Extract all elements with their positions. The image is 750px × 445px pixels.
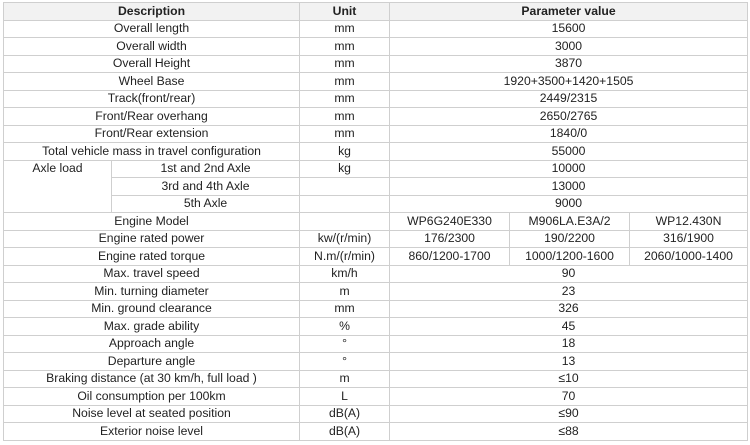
row-value: ≤88 [390, 423, 748, 441]
row-desc: Min. ground clearance [4, 300, 300, 318]
row-value: 23 [390, 283, 748, 301]
row-value: 55000 [390, 143, 748, 161]
engine-value-3: WP12.430N [630, 213, 748, 231]
row-unit: dB(A) [300, 423, 390, 441]
row-value: 3870 [390, 55, 748, 73]
row-unit: L [300, 388, 390, 406]
header-parameter-value: Parameter value [390, 3, 748, 21]
engine-value-2: M906LA.E3A/2 [510, 213, 630, 231]
row-unit: N.m/(r/min) [300, 248, 390, 266]
table-row [4, 125, 748, 143]
row-desc: Departure angle [4, 353, 300, 371]
row-desc: Total vehicle mass in travel configuration [4, 143, 300, 161]
row-unit: mm [300, 38, 390, 56]
spec-table [3, 2, 748, 441]
table-row [4, 143, 748, 161]
row-value: 13 [390, 353, 748, 371]
row-value: 70 [390, 388, 748, 406]
row-unit: mm [300, 20, 390, 38]
table-row-engine [4, 248, 748, 266]
row-desc: Overall length [4, 20, 300, 38]
engine-value-1: WP6G240E330 [390, 213, 510, 231]
row-unit: mm [300, 90, 390, 108]
row-value: 1920+3500+1420+1505 [390, 73, 748, 91]
table-row [4, 73, 748, 91]
table-row [4, 38, 748, 56]
header-unit: Unit [300, 3, 390, 21]
axle-unit: kg [300, 160, 390, 178]
row-desc: Overall width [4, 38, 300, 56]
engine-value-2: 190/2200 [510, 230, 630, 248]
axle-unit-blank [300, 195, 390, 213]
row-desc: Max. grade ability [4, 318, 300, 336]
row-value: 1840/0 [390, 125, 748, 143]
row-unit: mm [300, 73, 390, 91]
row-value: 15600 [390, 20, 748, 38]
table-row [4, 108, 748, 126]
row-unit: kw/(r/min) [300, 230, 390, 248]
row-desc: Approach angle [4, 335, 300, 353]
row-unit: mm [300, 125, 390, 143]
engine-value-1: 176/2300 [390, 230, 510, 248]
table-row-axle [4, 178, 748, 196]
table-row [4, 388, 748, 406]
table-row-axle [4, 160, 748, 178]
table-row [4, 370, 748, 388]
row-desc: Engine rated torque [4, 248, 300, 266]
axle-unit-blank [300, 178, 390, 196]
row-unit: mm [300, 108, 390, 126]
engine-value-1: 860/1200-1700 [390, 248, 510, 266]
row-unit: m [300, 370, 390, 388]
table-row [4, 283, 748, 301]
axle-name: 5th Axle [112, 195, 300, 213]
engine-value-3: 2060/1000-1400 [630, 248, 748, 266]
row-value: ≤10 [390, 370, 748, 388]
engine-value-2: 1000/1200-1600 [510, 248, 630, 266]
table-row-engine [4, 230, 748, 248]
row-desc: Front/Rear extension [4, 125, 300, 143]
engine-value-3: 316/1900 [630, 230, 748, 248]
row-unit: % [300, 318, 390, 336]
table-row-axle [4, 195, 748, 213]
row-desc: Wheel Base [4, 73, 300, 91]
table-row [4, 90, 748, 108]
row-desc: Noise level at seated position [4, 405, 300, 423]
table-row-engine [4, 213, 748, 231]
row-desc: Max. travel speed [4, 265, 300, 283]
row-desc: Engine rated power [4, 230, 300, 248]
axle-value: 13000 [390, 178, 748, 196]
row-desc: Overall Height [4, 55, 300, 73]
row-value: 3000 [390, 38, 748, 56]
row-desc: Exterior noise level [4, 423, 300, 441]
row-unit: mm [300, 300, 390, 318]
axle-value: 9000 [390, 195, 748, 213]
table-row [4, 318, 748, 336]
row-desc: Min. turning diameter [4, 283, 300, 301]
axle-value: 10000 [390, 160, 748, 178]
table-row [4, 300, 748, 318]
row-unit: ° [300, 335, 390, 353]
row-desc: Braking distance (at 30 km/h, full load ) [4, 370, 300, 388]
row-desc: Oil consumption per 100km [4, 388, 300, 406]
row-unit: dB(A) [300, 405, 390, 423]
row-value: 326 [390, 300, 748, 318]
row-value: 18 [390, 335, 748, 353]
axle-name: 3rd and 4th Axle [112, 178, 300, 196]
axle-load-label: Axle load [4, 160, 112, 213]
row-value: 90 [390, 265, 748, 283]
table-row [4, 353, 748, 371]
row-unit: m [300, 283, 390, 301]
table-row [4, 423, 748, 441]
row-unit [300, 213, 390, 231]
axle-name: 1st and 2nd Axle [112, 160, 300, 178]
table-row [4, 405, 748, 423]
table-header-row [4, 3, 748, 21]
table-row [4, 20, 748, 38]
row-unit: mm [300, 55, 390, 73]
row-unit: ° [300, 353, 390, 371]
row-unit: kg [300, 143, 390, 161]
row-unit: km/h [300, 265, 390, 283]
table-row [4, 55, 748, 73]
row-value: 2650/2765 [390, 108, 748, 126]
row-desc: Front/Rear overhang [4, 108, 300, 126]
row-value: 45 [390, 318, 748, 336]
row-desc: Engine Model [4, 213, 300, 231]
table-row [4, 265, 748, 283]
row-desc: Track(front/rear) [4, 90, 300, 108]
row-value: 2449/2315 [390, 90, 748, 108]
row-value: ≤90 [390, 405, 748, 423]
header-description: Description [4, 3, 300, 21]
table-row [4, 335, 748, 353]
